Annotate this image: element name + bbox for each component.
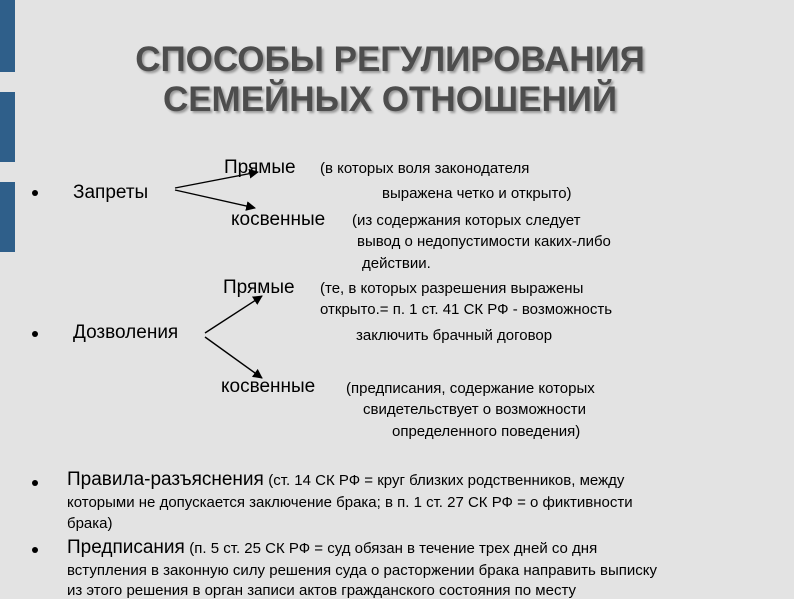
rules-label: Правила-разъяснения xyxy=(67,469,264,490)
prohibitions-direct-label: Прямые xyxy=(224,157,296,178)
bullet-rules xyxy=(32,480,38,486)
permissions-label: Дозволения xyxy=(73,322,179,343)
prescriptions-text-3: из этого решения в орган записи актов гражданского состояния по месту xyxy=(67,582,576,599)
prescriptions-text-2: вступления в законную силу решения суда о расторжении брака направить выписку xyxy=(67,562,657,579)
prohibitions-indirect-desc-3: действии. xyxy=(362,255,431,272)
slide-title-line-2: СЕМЕЙНЫХ ОТНОШЕНИЙ xyxy=(162,80,618,119)
arrow-permissions-direct xyxy=(205,296,262,333)
arrow-prohibitions-indirect xyxy=(175,190,255,208)
bullet-prescriptions xyxy=(32,547,38,553)
prescriptions-text-1: (п. 5 ст. 25 СК РФ = суд обязан в течение трех дней со дня xyxy=(189,540,598,557)
prohibitions-indirect-desc-1: (из содержания которых следует xyxy=(352,212,581,229)
bullet-prohibitions xyxy=(32,190,38,196)
rules-line-1 xyxy=(67,469,624,491)
prescriptions-line-1 xyxy=(67,537,597,559)
prohibitions-label: Запреты xyxy=(73,182,149,203)
permissions-indirect-label: косвенные xyxy=(221,376,316,397)
prohibitions-direct-desc-2: выражена четко и открыто) xyxy=(382,185,572,202)
slide-title-line-1: СПОСОБЫ РЕГУЛИРОВАНИЯ xyxy=(135,40,645,79)
permissions-direct-label: Прямые xyxy=(223,277,295,298)
permissions-indirect-desc-3: определенного поведения) xyxy=(392,423,581,440)
permissions-direct-desc-1: (те, в которых разрешения выражены xyxy=(320,280,584,297)
rules-text-2: которыми не допускается заключение брака; в п. 1 ст. 27 СК РФ = о фиктивности xyxy=(67,494,633,511)
bullet-permissions xyxy=(32,331,38,337)
arrow-permissions-indirect xyxy=(205,337,262,378)
rules-text-1: (ст. 14 СК РФ = круг близких родственников, между xyxy=(268,472,625,489)
prohibitions-indirect-label: косвенные xyxy=(231,209,326,230)
permissions-direct-desc-3: заключить брачный договор xyxy=(356,327,553,344)
permissions-indirect-desc-2: свидетельствует о возможности xyxy=(363,401,587,418)
prescriptions-label: Предписания xyxy=(67,537,185,558)
rules-text-3: брака) xyxy=(67,515,113,532)
prohibitions-direct-desc-1: (в которых воля законодателя xyxy=(320,160,530,177)
permissions-direct-desc-2: открыто.= п. 1 ст. 41 СК РФ - возможность xyxy=(320,301,613,318)
prohibitions-indirect-desc-2: вывод о недопустимости каких-либо xyxy=(357,233,611,250)
permissions-indirect-desc-1: (предписания, содержание которых xyxy=(346,380,595,397)
